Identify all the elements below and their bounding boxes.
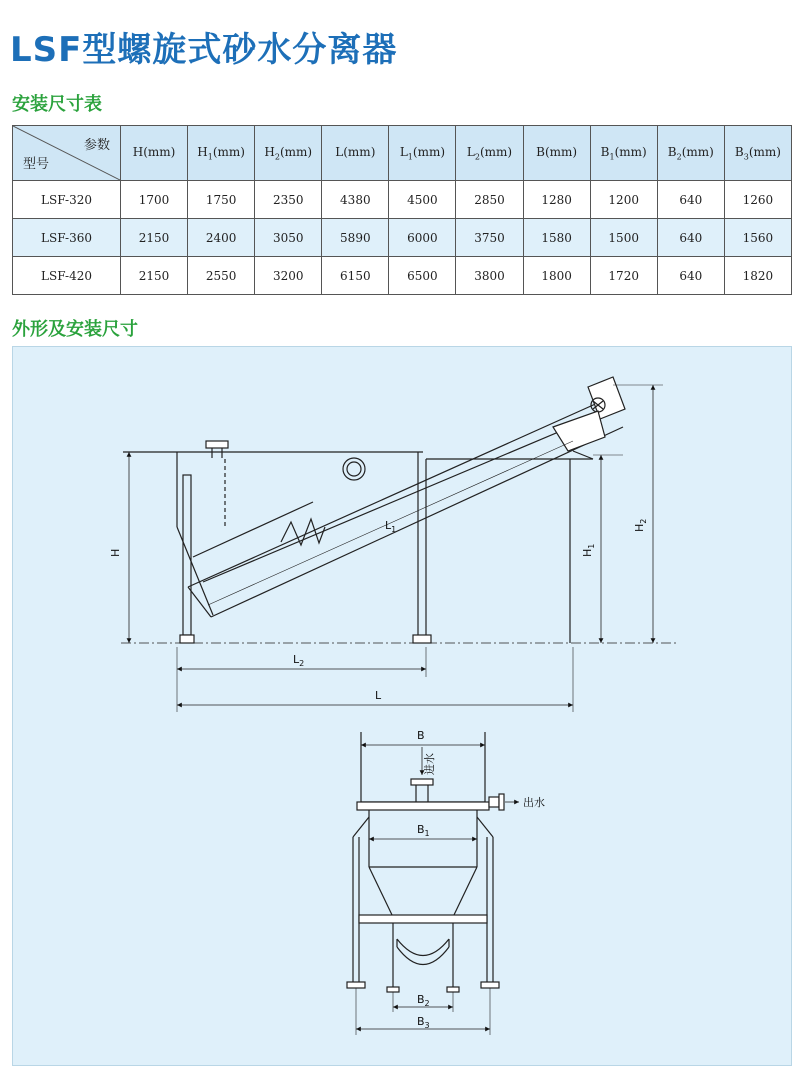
column-header: B(mm) (523, 126, 590, 181)
corner-param-label: 参数 (83, 138, 110, 153)
value-cell: 640 (657, 181, 724, 219)
column-header: $B_2(mm)$ (657, 126, 724, 181)
value-cell: 6000 (389, 219, 456, 257)
value-cell: 1750 (188, 181, 255, 219)
value-cell: 2550 (188, 257, 255, 295)
label-l2: $L_2$ (293, 653, 305, 668)
value-cell: 2850 (456, 181, 523, 219)
model-cell: LSF-320 (13, 181, 121, 219)
column-header: $B_1(mm)$ (590, 126, 657, 181)
page-title: LSF型螺旋式砂水分离器 (10, 30, 398, 70)
label-h2: $H_2$ (633, 518, 648, 532)
value-cell: 640 (657, 257, 724, 295)
value-cell: 1200 (590, 181, 657, 219)
outline-drawing-panel (12, 346, 792, 1066)
label-b: B (417, 729, 425, 742)
value-cell: 3050 (255, 219, 322, 257)
model-cell: LSF-420 (13, 257, 121, 295)
section-title-install-table: 安装尺寸表 (12, 94, 102, 115)
front-view (347, 732, 519, 1035)
value-cell: 4500 (389, 181, 456, 219)
column-header: $L_1(mm)$ (389, 126, 456, 181)
label-inlet: 进水 (423, 753, 436, 775)
value-cell: 3750 (456, 219, 523, 257)
value-cell: 1820 (724, 257, 791, 295)
value-cell: 5890 (322, 219, 389, 257)
label-outlet: 出水 (523, 796, 545, 809)
value-cell: 1800 (523, 257, 590, 295)
label-h1: $H_1$ (581, 543, 596, 557)
value-cell: 3800 (456, 257, 523, 295)
value-cell: 1560 (724, 219, 791, 257)
value-cell: 4380 (322, 181, 389, 219)
label-l: L (375, 689, 382, 702)
value-cell: 3200 (255, 257, 322, 295)
column-header: $L_2(mm)$ (456, 126, 523, 181)
corner-model-label: 型号 (23, 157, 50, 172)
label-l1: $L_1$ (385, 519, 397, 534)
value-cell: 640 (657, 219, 724, 257)
value-cell: 1500 (590, 219, 657, 257)
value-cell: 2400 (188, 219, 255, 257)
label-h: H (109, 548, 122, 557)
value-cell: 6500 (389, 257, 456, 295)
column-header: $H_1(mm)$ (188, 126, 255, 181)
label-b3: $B_3$ (417, 1015, 430, 1030)
corner-header-cell (13, 126, 121, 181)
value-cell: 2150 (121, 219, 188, 257)
model-cell: LSF-360 (13, 219, 121, 257)
column-header: H(mm) (121, 126, 188, 181)
install-dimension-table (12, 125, 792, 295)
table-row (13, 257, 792, 295)
section-title-outline-drawing: 外形及安装尺寸 (12, 319, 138, 340)
column-header: L(mm) (322, 126, 389, 181)
value-cell: 1700 (121, 181, 188, 219)
value-cell: 6150 (322, 257, 389, 295)
value-cell: 1260 (724, 181, 791, 219)
value-cell: 1720 (590, 257, 657, 295)
table-header-row (13, 126, 792, 181)
table-row (13, 219, 792, 257)
label-b1: $B_1$ (417, 823, 430, 838)
column-header: $B_3(mm)$ (724, 126, 791, 181)
value-cell: 1580 (523, 219, 590, 257)
label-b2: $B_2$ (417, 993, 430, 1008)
table-row (13, 181, 792, 219)
value-cell: 1280 (523, 181, 590, 219)
value-cell: 2150 (121, 257, 188, 295)
column-header: $H_2(mm)$ (255, 126, 322, 181)
value-cell: 2350 (255, 181, 322, 219)
technical-drawing (13, 347, 793, 1067)
